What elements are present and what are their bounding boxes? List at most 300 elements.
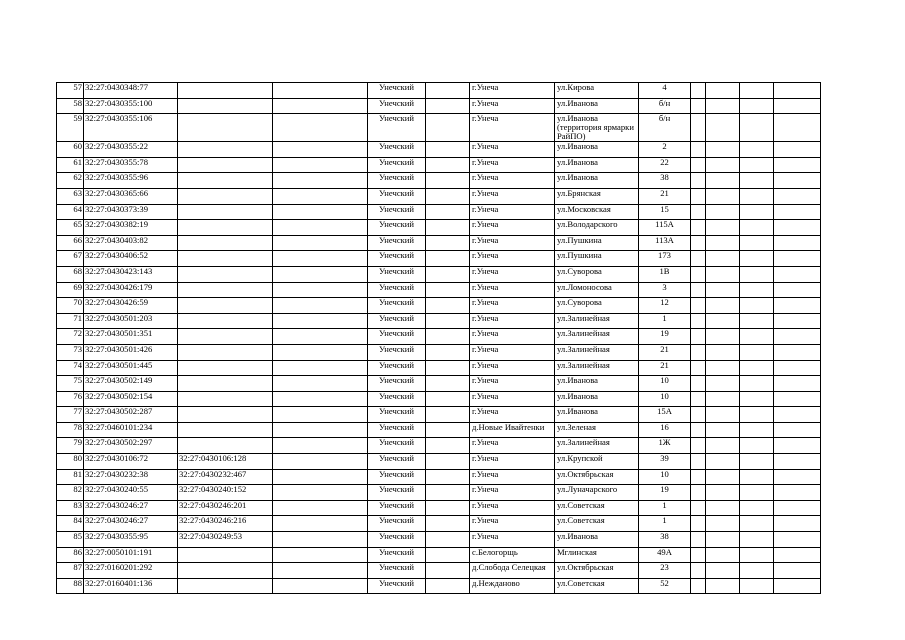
locality: г.Унеча bbox=[470, 114, 555, 142]
house-number: б/н bbox=[639, 98, 691, 114]
locality: г.Унеча bbox=[470, 391, 555, 407]
row-number: 86 bbox=[57, 547, 84, 563]
row-number: 62 bbox=[57, 173, 84, 189]
empty-cell bbox=[691, 376, 706, 392]
house-number: 49А bbox=[639, 547, 691, 563]
locality: д.Новые Ивайтенки bbox=[470, 422, 555, 438]
empty-cell bbox=[426, 98, 470, 114]
locality: г.Унеча bbox=[470, 438, 555, 454]
empty-cell bbox=[426, 83, 470, 99]
street: ул.Пушкина bbox=[555, 235, 639, 251]
house-number: 16 bbox=[639, 422, 691, 438]
district: Унечский bbox=[368, 376, 426, 392]
house-number: 38 bbox=[639, 532, 691, 548]
table-row bbox=[57, 188, 821, 204]
locality: г.Унеча bbox=[470, 220, 555, 236]
empty-cell bbox=[740, 98, 774, 114]
cadastral-number-2: 32:27:0430240:152 bbox=[178, 485, 273, 501]
cadastral-number-2: 32:27:0430246:201 bbox=[178, 500, 273, 516]
empty-cell bbox=[740, 220, 774, 236]
empty-cell bbox=[740, 485, 774, 501]
table-row bbox=[57, 500, 821, 516]
empty-cell bbox=[426, 438, 470, 454]
table-row bbox=[57, 251, 821, 267]
row-number: 81 bbox=[57, 469, 84, 485]
empty-cell bbox=[273, 360, 368, 376]
empty-cell bbox=[691, 282, 706, 298]
empty-cell bbox=[740, 173, 774, 189]
district: Унечский bbox=[368, 173, 426, 189]
locality: г.Унеча bbox=[470, 407, 555, 423]
house-number: 10 bbox=[639, 391, 691, 407]
street: ул.Зеленая bbox=[555, 422, 639, 438]
table-row bbox=[57, 282, 821, 298]
empty-cell bbox=[426, 485, 470, 501]
district: Унечский bbox=[368, 298, 426, 314]
empty-cell bbox=[426, 142, 470, 158]
locality: г.Унеча bbox=[470, 142, 555, 158]
empty-cell bbox=[706, 98, 740, 114]
empty-cell bbox=[706, 376, 740, 392]
cadastral-number-2 bbox=[178, 360, 273, 376]
street: ул.Октябрьская bbox=[555, 563, 639, 579]
empty-cell bbox=[691, 422, 706, 438]
district: Унечский bbox=[368, 516, 426, 532]
empty-cell bbox=[426, 313, 470, 329]
empty-cell bbox=[774, 282, 821, 298]
empty-cell bbox=[426, 220, 470, 236]
district: Унечский bbox=[368, 391, 426, 407]
empty-cell bbox=[426, 188, 470, 204]
district: Унечский bbox=[368, 485, 426, 501]
cadastral-number-2 bbox=[178, 204, 273, 220]
empty-cell bbox=[740, 298, 774, 314]
empty-cell bbox=[691, 266, 706, 282]
row-number: 63 bbox=[57, 188, 84, 204]
empty-cell bbox=[426, 157, 470, 173]
empty-cell bbox=[740, 563, 774, 579]
table-row bbox=[57, 422, 821, 438]
empty-cell bbox=[273, 142, 368, 158]
cadastral-number-2 bbox=[178, 407, 273, 423]
street: ул.Октябрьская bbox=[555, 469, 639, 485]
empty-cell bbox=[706, 563, 740, 579]
district: Унечский bbox=[368, 98, 426, 114]
table-row bbox=[57, 344, 821, 360]
house-number: 4 bbox=[639, 83, 691, 99]
street: ул.Иванова bbox=[555, 173, 639, 189]
row-number: 70 bbox=[57, 298, 84, 314]
empty-cell bbox=[774, 344, 821, 360]
district: Унечский bbox=[368, 360, 426, 376]
cadastral-number-2 bbox=[178, 220, 273, 236]
row-number: 66 bbox=[57, 235, 84, 251]
house-number: 115А bbox=[639, 220, 691, 236]
street: ул.Московская bbox=[555, 204, 639, 220]
empty-cell bbox=[691, 235, 706, 251]
house-number: 1В bbox=[639, 266, 691, 282]
district: Унечский bbox=[368, 235, 426, 251]
row-number: 64 bbox=[57, 204, 84, 220]
empty-cell bbox=[774, 266, 821, 282]
empty-cell bbox=[706, 282, 740, 298]
row-number: 79 bbox=[57, 438, 84, 454]
locality: г.Унеча bbox=[470, 157, 555, 173]
house-number: 19 bbox=[639, 485, 691, 501]
table-row bbox=[57, 547, 821, 563]
empty-cell bbox=[706, 547, 740, 563]
house-number: 19 bbox=[639, 329, 691, 345]
cadastral-number: 32:27:0430355:22 bbox=[84, 142, 178, 158]
cadastral-number: 32:27:0430501:203 bbox=[84, 313, 178, 329]
table-row bbox=[57, 157, 821, 173]
empty-cell bbox=[706, 485, 740, 501]
empty-cell bbox=[774, 500, 821, 516]
empty-cell bbox=[706, 157, 740, 173]
district: Унечский bbox=[368, 547, 426, 563]
row-number: 68 bbox=[57, 266, 84, 282]
street: ул.Иванова bbox=[555, 407, 639, 423]
cadastral-number-2 bbox=[178, 251, 273, 267]
empty-cell bbox=[774, 469, 821, 485]
row-number: 57 bbox=[57, 83, 84, 99]
district: Унечский bbox=[368, 266, 426, 282]
empty-cell bbox=[273, 454, 368, 470]
empty-cell bbox=[774, 578, 821, 594]
cadastral-number-2 bbox=[178, 235, 273, 251]
district: Унечский bbox=[368, 251, 426, 267]
house-number: 10 bbox=[639, 469, 691, 485]
district: Унечский bbox=[368, 532, 426, 548]
empty-cell bbox=[774, 83, 821, 99]
empty-cell bbox=[273, 438, 368, 454]
table-row bbox=[57, 142, 821, 158]
cadastral-number: 32:27:0430406:52 bbox=[84, 251, 178, 267]
cadastral-number-2 bbox=[178, 142, 273, 158]
empty-cell bbox=[774, 142, 821, 158]
empty-cell bbox=[706, 235, 740, 251]
street: ул.Иванова (территория ярмарки РайПО) bbox=[555, 114, 639, 142]
row-number: 80 bbox=[57, 454, 84, 470]
house-number: 23 bbox=[639, 563, 691, 579]
locality: г.Унеча bbox=[470, 98, 555, 114]
table-row bbox=[57, 360, 821, 376]
empty-cell bbox=[691, 114, 706, 142]
street: ул.Советская bbox=[555, 516, 639, 532]
empty-cell bbox=[691, 313, 706, 329]
cadastral-number: 32:27:0430355:95 bbox=[84, 532, 178, 548]
house-number: 22 bbox=[639, 157, 691, 173]
house-number: 173 bbox=[639, 251, 691, 267]
table-row bbox=[57, 485, 821, 501]
street: ул.Залинейная bbox=[555, 329, 639, 345]
cadastral-number: 32:27:0430355:106 bbox=[84, 114, 178, 142]
empty-cell bbox=[774, 173, 821, 189]
empty-cell bbox=[740, 251, 774, 267]
empty-cell bbox=[273, 563, 368, 579]
empty-cell bbox=[273, 157, 368, 173]
district: Унечский bbox=[368, 204, 426, 220]
table-row bbox=[57, 407, 821, 423]
street: ул.Брянская bbox=[555, 188, 639, 204]
house-number: 1Ж bbox=[639, 438, 691, 454]
empty-cell bbox=[273, 532, 368, 548]
empty-cell bbox=[774, 298, 821, 314]
table-row bbox=[57, 114, 821, 142]
empty-cell bbox=[426, 344, 470, 360]
empty-cell bbox=[426, 329, 470, 345]
row-number: 59 bbox=[57, 114, 84, 142]
cadastral-number: 32:27:0430426:179 bbox=[84, 282, 178, 298]
table-row bbox=[57, 391, 821, 407]
row-number: 73 bbox=[57, 344, 84, 360]
empty-cell bbox=[774, 454, 821, 470]
cadastral-number: 32:27:0430348:77 bbox=[84, 83, 178, 99]
empty-cell bbox=[426, 114, 470, 142]
empty-cell bbox=[426, 547, 470, 563]
empty-cell bbox=[740, 188, 774, 204]
street: ул.Иванова bbox=[555, 376, 639, 392]
empty-cell bbox=[774, 485, 821, 501]
empty-cell bbox=[273, 266, 368, 282]
row-number: 77 bbox=[57, 407, 84, 423]
empty-cell bbox=[706, 438, 740, 454]
empty-cell bbox=[706, 204, 740, 220]
empty-cell bbox=[691, 298, 706, 314]
house-number: 1 bbox=[639, 313, 691, 329]
house-number: 21 bbox=[639, 360, 691, 376]
empty-cell bbox=[774, 98, 821, 114]
locality: г.Унеча bbox=[470, 188, 555, 204]
cadastral-number: 32:27:0430240:55 bbox=[84, 485, 178, 501]
table-row bbox=[57, 204, 821, 220]
district: Унечский bbox=[368, 578, 426, 594]
street: ул.Иванова bbox=[555, 157, 639, 173]
district: Унечский bbox=[368, 188, 426, 204]
empty-cell bbox=[691, 532, 706, 548]
empty-cell bbox=[740, 376, 774, 392]
empty-cell bbox=[273, 422, 368, 438]
district: Унечский bbox=[368, 563, 426, 579]
table-row bbox=[57, 220, 821, 236]
cadastral-number-2 bbox=[178, 282, 273, 298]
house-number: 52 bbox=[639, 578, 691, 594]
empty-cell bbox=[774, 114, 821, 142]
empty-cell bbox=[691, 83, 706, 99]
empty-cell bbox=[273, 469, 368, 485]
locality: г.Унеча bbox=[470, 329, 555, 345]
locality: г.Унеча bbox=[470, 344, 555, 360]
empty-cell bbox=[774, 407, 821, 423]
cadastral-number-2 bbox=[178, 376, 273, 392]
empty-cell bbox=[691, 500, 706, 516]
table-row bbox=[57, 235, 821, 251]
locality: д.Нежданово bbox=[470, 578, 555, 594]
empty-cell bbox=[740, 500, 774, 516]
empty-cell bbox=[774, 516, 821, 532]
empty-cell bbox=[774, 251, 821, 267]
row-number: 82 bbox=[57, 485, 84, 501]
district: Унечский bbox=[368, 313, 426, 329]
empty-cell bbox=[691, 157, 706, 173]
empty-cell bbox=[426, 360, 470, 376]
cadastral-number: 32:27:0430382:19 bbox=[84, 220, 178, 236]
empty-cell bbox=[691, 188, 706, 204]
cadastral-number: 32:27:0160401:136 bbox=[84, 578, 178, 594]
empty-cell bbox=[706, 114, 740, 142]
cadastral-number-2 bbox=[178, 563, 273, 579]
cadastral-number: 32:27:0430246:27 bbox=[84, 500, 178, 516]
empty-cell bbox=[273, 114, 368, 142]
street: ул.Луначарского bbox=[555, 485, 639, 501]
empty-cell bbox=[706, 532, 740, 548]
empty-cell bbox=[706, 391, 740, 407]
row-number: 78 bbox=[57, 422, 84, 438]
empty-cell bbox=[426, 578, 470, 594]
table-row bbox=[57, 83, 821, 99]
street: ул.Кирова bbox=[555, 83, 639, 99]
empty-cell bbox=[706, 220, 740, 236]
empty-cell bbox=[691, 142, 706, 158]
cadastral-number: 32:27:0430502:149 bbox=[84, 376, 178, 392]
empty-cell bbox=[426, 376, 470, 392]
street: ул.Советская bbox=[555, 500, 639, 516]
cadastral-number: 32:27:0430403:82 bbox=[84, 235, 178, 251]
empty-cell bbox=[273, 83, 368, 99]
empty-cell bbox=[740, 114, 774, 142]
empty-cell bbox=[691, 173, 706, 189]
empty-cell bbox=[691, 469, 706, 485]
house-number: б/н bbox=[639, 114, 691, 142]
row-number: 65 bbox=[57, 220, 84, 236]
table-row bbox=[57, 173, 821, 189]
empty-cell bbox=[273, 376, 368, 392]
empty-cell bbox=[774, 188, 821, 204]
cadastral-number: 32:27:0430365:66 bbox=[84, 188, 178, 204]
empty-cell bbox=[426, 173, 470, 189]
cadastral-number: 32:27:0430106:72 bbox=[84, 454, 178, 470]
cadastral-number-2: 32:27:0430232:467 bbox=[178, 469, 273, 485]
row-number: 60 bbox=[57, 142, 84, 158]
empty-cell bbox=[706, 454, 740, 470]
empty-cell bbox=[691, 454, 706, 470]
empty-cell bbox=[426, 282, 470, 298]
street: ул.Пушкина bbox=[555, 251, 639, 267]
street: ул.Иванова bbox=[555, 391, 639, 407]
cadastral-number: 32:27:0430355:100 bbox=[84, 98, 178, 114]
table-row bbox=[57, 516, 821, 532]
empty-cell bbox=[706, 500, 740, 516]
locality: г.Унеча bbox=[470, 376, 555, 392]
locality: г.Унеча bbox=[470, 360, 555, 376]
table-row bbox=[57, 266, 821, 282]
locality: г.Унеча bbox=[470, 204, 555, 220]
empty-cell bbox=[273, 516, 368, 532]
cadastral-number-2 bbox=[178, 578, 273, 594]
empty-cell bbox=[740, 157, 774, 173]
cadastral-number: 32:27:0160201:292 bbox=[84, 563, 178, 579]
empty-cell bbox=[774, 157, 821, 173]
district: Унечский bbox=[368, 282, 426, 298]
row-number: 74 bbox=[57, 360, 84, 376]
row-number: 76 bbox=[57, 391, 84, 407]
cadastral-number: 32:27:0430232:38 bbox=[84, 469, 178, 485]
cadastral-number-2 bbox=[178, 83, 273, 99]
empty-cell bbox=[740, 391, 774, 407]
empty-cell bbox=[691, 407, 706, 423]
cadastral-number: 32:27:0430373:39 bbox=[84, 204, 178, 220]
cadastral-number-2 bbox=[178, 157, 273, 173]
empty-cell bbox=[691, 360, 706, 376]
locality: г.Унеча bbox=[470, 485, 555, 501]
empty-cell bbox=[273, 282, 368, 298]
house-number: 2 bbox=[639, 142, 691, 158]
house-number: 15А bbox=[639, 407, 691, 423]
table-row bbox=[57, 469, 821, 485]
empty-cell bbox=[774, 563, 821, 579]
empty-cell bbox=[740, 329, 774, 345]
district: Унечский bbox=[368, 142, 426, 158]
empty-cell bbox=[273, 391, 368, 407]
cadastral-number-2 bbox=[178, 344, 273, 360]
street: ул.Иванова bbox=[555, 142, 639, 158]
table-row bbox=[57, 578, 821, 594]
cadastral-number-2 bbox=[178, 173, 273, 189]
empty-cell bbox=[426, 298, 470, 314]
locality: г.Унеча bbox=[470, 532, 555, 548]
empty-cell bbox=[691, 329, 706, 345]
empty-cell bbox=[706, 344, 740, 360]
house-number: 39 bbox=[639, 454, 691, 470]
empty-cell bbox=[774, 422, 821, 438]
locality: г.Унеча bbox=[470, 298, 555, 314]
row-number: 72 bbox=[57, 329, 84, 345]
house-number: 12 bbox=[639, 298, 691, 314]
cadastral-number: 32:27:0430426:59 bbox=[84, 298, 178, 314]
table-row bbox=[57, 438, 821, 454]
empty-cell bbox=[706, 578, 740, 594]
locality: д.Слобода Селецкая bbox=[470, 563, 555, 579]
empty-cell bbox=[273, 500, 368, 516]
empty-cell bbox=[273, 188, 368, 204]
empty-cell bbox=[273, 547, 368, 563]
row-number: 75 bbox=[57, 376, 84, 392]
empty-cell bbox=[426, 563, 470, 579]
empty-cell bbox=[774, 547, 821, 563]
table-row bbox=[57, 298, 821, 314]
locality: г.Унеча bbox=[470, 500, 555, 516]
row-number: 69 bbox=[57, 282, 84, 298]
empty-cell bbox=[740, 469, 774, 485]
house-number: 15 bbox=[639, 204, 691, 220]
empty-cell bbox=[774, 438, 821, 454]
empty-cell bbox=[740, 547, 774, 563]
empty-cell bbox=[426, 454, 470, 470]
district: Унечский bbox=[368, 220, 426, 236]
cadastral-number: 32:27:0430423:143 bbox=[84, 266, 178, 282]
cadastral-number-2 bbox=[178, 188, 273, 204]
row-number: 58 bbox=[57, 98, 84, 114]
street: ул.Суворова bbox=[555, 298, 639, 314]
cadastral-number-2: 32:27:0430249:53 bbox=[178, 532, 273, 548]
empty-cell bbox=[691, 220, 706, 236]
empty-cell bbox=[273, 204, 368, 220]
empty-cell bbox=[273, 220, 368, 236]
empty-cell bbox=[740, 344, 774, 360]
street: ул.Залинейная bbox=[555, 360, 639, 376]
empty-cell bbox=[706, 173, 740, 189]
cadastral-number-2 bbox=[178, 313, 273, 329]
